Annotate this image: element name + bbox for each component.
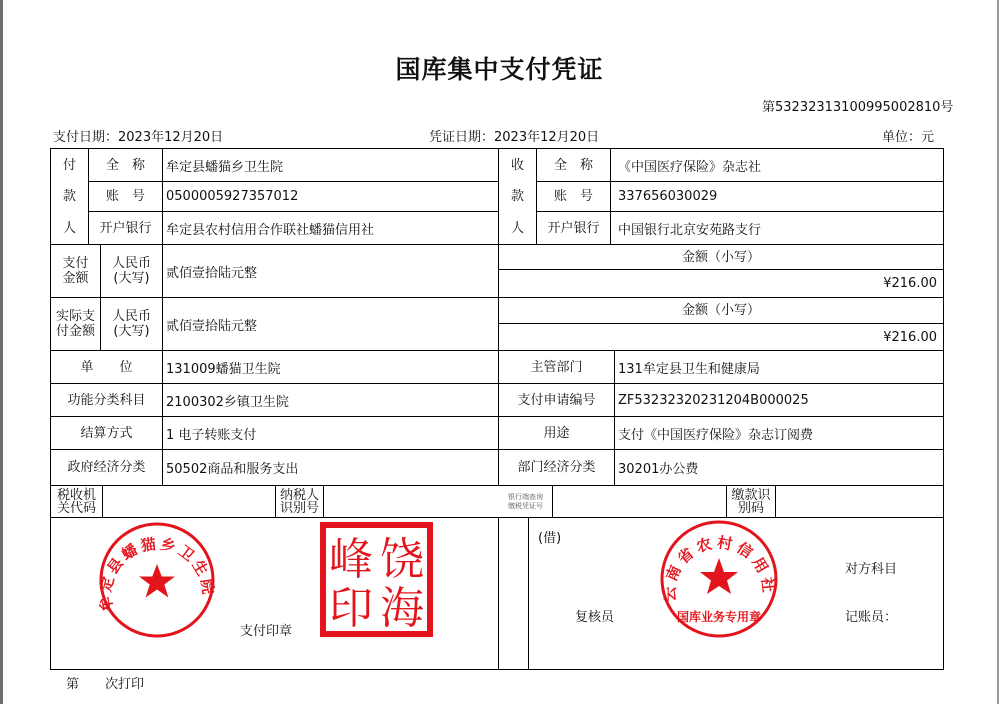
- gov-econ-label: 政府经济分类: [67, 460, 146, 475]
- actual-rmb-label: 人民币 (大写): [111, 309, 151, 339]
- settle-value: 1 电子转账支付: [166, 427, 257, 443]
- apply-no-value: ZF53232320231204B000025: [618, 392, 809, 408]
- payee-side-label-3: 人: [510, 220, 524, 236]
- payer-name: 牟定县蟠猫乡卫生院: [166, 159, 284, 175]
- hospital-round-seal: [97, 522, 217, 640]
- payer-bank-label: 开户银行: [99, 220, 152, 236]
- debit-label: (借): [538, 531, 562, 546]
- window-left-edge: [0, 0, 3, 704]
- unit-label: 单 位: [80, 359, 133, 375]
- payment-seal-label: 支付印章: [240, 624, 293, 639]
- dept-value: 131牟定县卫生和健康局: [618, 361, 760, 377]
- payee-account: 337656030029: [618, 189, 718, 204]
- bookkeeper-label: 记账员：: [845, 610, 898, 625]
- payee-bank-label: 开户银行: [547, 220, 600, 236]
- payer-side-label-3: 人: [62, 220, 76, 236]
- reviewer-label: 复核员: [575, 610, 615, 625]
- payer-bank: 牟定县农村信用合作联社蟠猫信用社: [166, 222, 375, 238]
- pay-amount-value: ¥216.00: [883, 276, 937, 291]
- payee-side-label-2: 款: [510, 189, 524, 204]
- use-label: 用途: [543, 425, 570, 441]
- bank-round-seal: [658, 520, 780, 640]
- square-seal-char-3: 印: [329, 583, 373, 634]
- actual-amount-value: ¥216.00: [883, 329, 937, 345]
- tax-office-code-label: 税收机 关代码: [56, 487, 96, 516]
- pay-amount-label: 支付 金额: [62, 256, 89, 286]
- actual-small-label: 金额（小写）: [681, 303, 760, 318]
- payer-side-label-1: 付: [62, 157, 76, 173]
- use-value: 支付《中国医疗保险》杂志订阅费: [618, 427, 814, 443]
- square-seal-char-4: 海: [380, 583, 424, 634]
- voucher-title: 国库集中支付凭证: [395, 55, 604, 84]
- bank-seal-text: 云南省农村信用社: [660, 533, 778, 602]
- payee-bank: 中国银行北京安苑路支行: [618, 222, 762, 238]
- bank-query-label: 银行端查询 缴税凭证号: [508, 492, 543, 510]
- taxpayer-id-label: 纳税人 识别号: [279, 487, 319, 516]
- square-seal-char-1: 峰: [329, 534, 373, 585]
- counter-subject-label: 对方科目: [845, 562, 898, 577]
- dept-label: 主管部门: [530, 359, 583, 375]
- dept-econ-label: 部门经济分类: [517, 460, 596, 475]
- payee-account-label: 账 号: [553, 189, 593, 204]
- dept-econ-value: 30201办公费: [618, 462, 699, 477]
- actual-amount-words: 贰佰壹拾陆元整: [166, 318, 258, 334]
- bank-seal-bottom-text: 国库业务专用章: [676, 610, 762, 624]
- payer-side-label-2: 款: [62, 189, 76, 204]
- payer-account: 0500005927357012: [166, 189, 299, 204]
- payment-date: 支付日期：2023年12月20日: [53, 130, 224, 145]
- payee-name: 《中国医疗保险》杂志社: [618, 159, 762, 175]
- pay-rmb-label: 人民币 (大写): [111, 256, 151, 286]
- pay-amount-words: 贰佰壹拾陆元整: [166, 265, 258, 281]
- unit-value: 131009蟠猫卫生院: [166, 361, 281, 377]
- personal-square-seal: [319, 521, 434, 638]
- voucher-number: 第53232313100995002810号: [762, 100, 954, 115]
- payee-name-label: 全 称: [553, 157, 593, 173]
- payer-name-label: 全 称: [105, 157, 145, 173]
- payer-account-label: 账 号: [105, 189, 145, 204]
- settle-label: 结算方式: [80, 425, 133, 441]
- apply-no-label: 支付申请编号: [517, 392, 596, 408]
- square-seal-char-2: 饶: [380, 534, 424, 585]
- print-count-label: 第 次打印: [66, 677, 145, 692]
- currency-unit: 单位：元: [882, 130, 935, 145]
- hospital-seal-text: 牟定县蟠猫乡卫生院: [96, 534, 218, 613]
- actual-amount-label: 实际支 付金额: [55, 309, 95, 339]
- gov-econ-value: 50502商品和服务支出: [166, 462, 299, 477]
- voucher-date: 凭证日期：2023年12月20日: [429, 130, 600, 145]
- func-class-value: 2100302乡镇卫生院: [166, 394, 289, 410]
- func-class-label: 功能分类科目: [67, 392, 146, 408]
- pay-small-label: 金额（小写）: [681, 249, 760, 265]
- payee-side-label-1: 收: [510, 157, 524, 173]
- payment-code-label: 缴款识 别码: [731, 487, 771, 516]
